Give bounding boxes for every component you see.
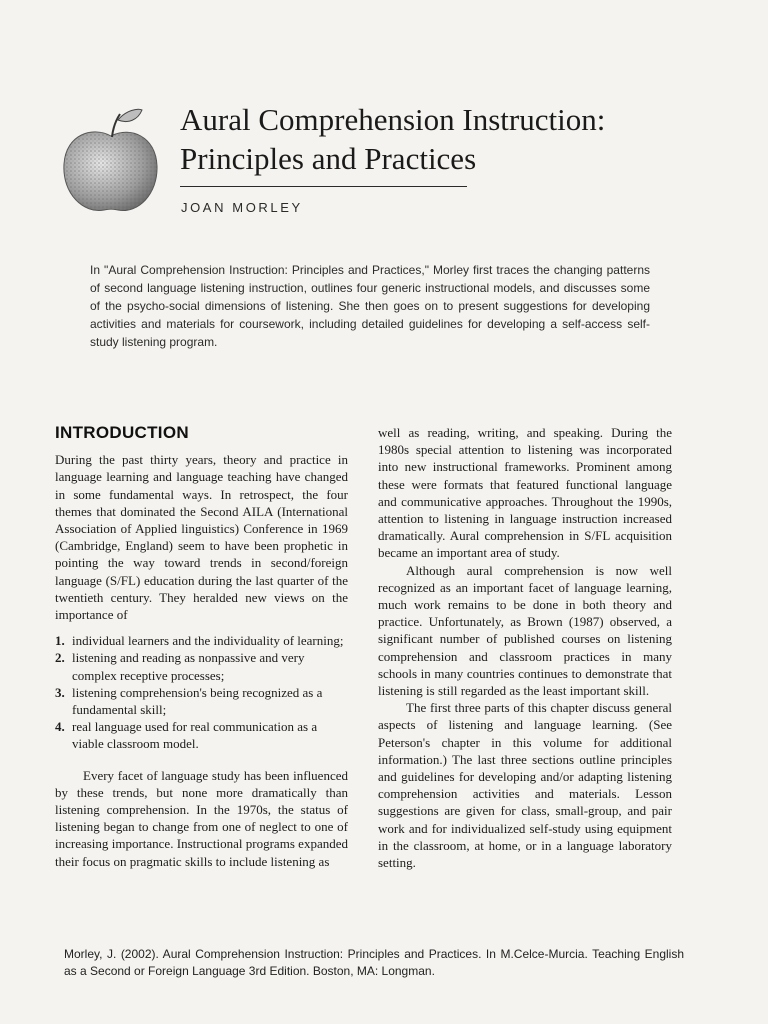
themes-list (55, 632, 348, 752)
citation-footer: Morley, J. (2002). Aural Comprehension Instruction: Principles and Practices. In M.Celce-Murcia. Teaching English as a Second or Foreign Language 3rd Edition. Boston, MA: Longman. (64, 947, 684, 978)
left-column (55, 424, 348, 870)
list-text: listening and reading as nonpassive and very complex receptive processes; (72, 650, 305, 683)
list-number: 1. (55, 633, 65, 649)
list-text: real language used for real communication as a viable classroom model. (72, 719, 318, 752)
list-number: 2. (55, 650, 65, 666)
intro-paragraph-2: Every facet of language study has been influenced by these trends, but none more dramatically than listening comprehension. In the 1970s, the status of listening began to change from one of neglect to one of increasing importance. Instructional programs expanded their focus on pragmatic skills to include listening as (55, 767, 348, 869)
title-divider (180, 186, 467, 187)
page-title (180, 100, 680, 178)
list-item (55, 718, 348, 752)
intro-paragraph-1: During the past thirty years, theory and practice in language learning and language teaching have changed in some fundamental ways. In retrospect, the four themes that dominated the Second AILA (International Association of Applied linguistics) Conference in 1969 (Cambridge, England) seem to have been prophetic in pointing the way toward trends in second/foreign language (S/FL) education during the last quarter of the twentieth century. They heralded new views on the importance of (55, 452, 348, 623)
list-item (55, 684, 348, 718)
list-text: individual learners and the individuality of learning; (72, 633, 344, 649)
intro-paragraph-5: The first three parts of this chapter discuss general aspects of listening and language learning. (See Peterson's chapter in this volume for additional information.) The last three sections outline principles and guidelines for developing and/or adapting listening comprehension activities and materials. Lesson suggestions are given for class, small-group, and pair work and for individualized self-study using equipment in the classroom, at home, or in a language laboratory setting. (378, 700, 672, 871)
section-heading: INTRODUCTION (55, 423, 189, 442)
list-number: 3. (55, 684, 65, 700)
list-item (55, 632, 348, 649)
title-line-1: Aural Comprehension Instruction: (180, 102, 606, 137)
list-number: 4. (55, 719, 65, 735)
apple-icon (58, 106, 164, 218)
intro-paragraph-4: Although aural comprehension is now well recognized as an important facet of language learning, much work remains to be done in both theory and practice. Unfortunately, as Brown (1987) observed, a significant number of published courses on listening comprehension and classroom practices in many schools in many countries continues to demonstrate that listening is still regarded as the least important skill. (378, 562, 672, 699)
list-text: listening comprehension's being recognized as a fundamental skill; (72, 684, 323, 718)
chapter-abstract: In "Aural Comprehension Instruction: Principles and Practices," Morley first traces the changing patterns of second language listening instruction, outlines four generic instructional models, and discusses some of the psycho-social dimensions of listening. She then goes on to present suggestions for developing activities and materials for coursework, including detailed guidelines for developing a self-access self-study listening program. (90, 263, 650, 349)
intro-paragraph-3: well as reading, writing, and speaking. During the 1980s special attention to listening was incorporated into new instructional frameworks. Prominent among these were formats that featured functional language and communicative approaches. Throughout the 1990s, attention to listening in language instruction increased dramatically. Aural comprehension in S/FL acquisition became an important area of study. (378, 425, 672, 561)
title-line-2: Principles and Practices (180, 141, 477, 176)
author-name: JOAN MORLEY (181, 200, 303, 215)
list-item (55, 649, 348, 683)
right-column (378, 424, 672, 871)
